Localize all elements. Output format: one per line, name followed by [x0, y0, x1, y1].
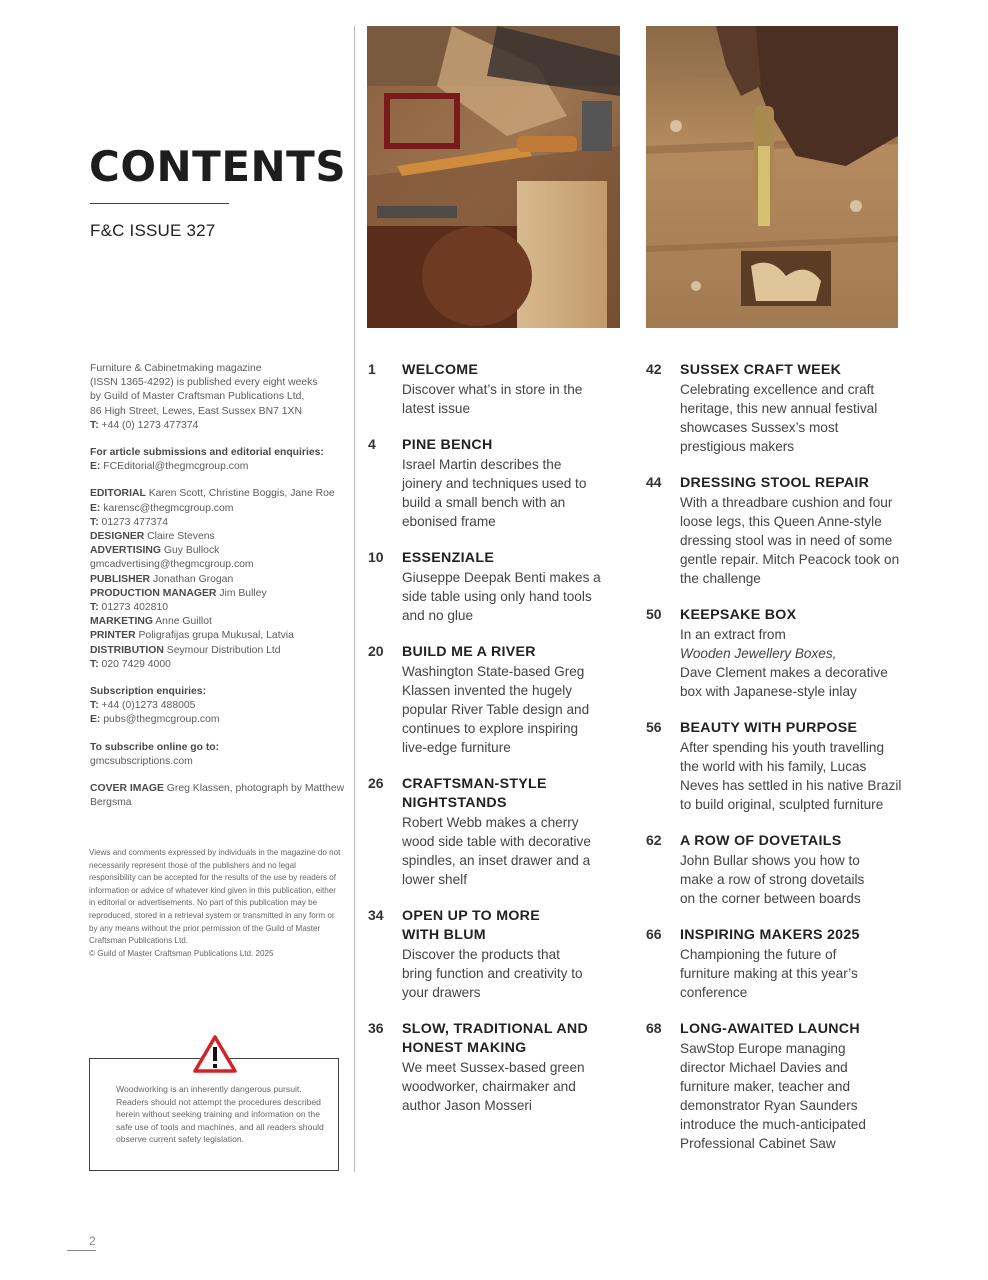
entry-description: After spending his youth travelling the world with his family, Lucas Neves has settled in his native Brazil to build original, sculpted furniture [680, 740, 902, 812]
entry-page: 34 [368, 907, 384, 923]
email-label: E: [90, 714, 101, 726]
entry-page: 62 [646, 832, 662, 848]
page-number: 2 [89, 1234, 96, 1248]
editorial-label: EDITORIAL [90, 488, 146, 500]
contents-entry[interactable] [646, 606, 906, 701]
entry-page: 44 [646, 474, 662, 490]
contents-entry[interactable] [646, 719, 906, 814]
email-label: E: [90, 461, 101, 473]
phone-label: T: [90, 516, 99, 528]
entry-description: SawStop Europe managing director Michael Davies and furniture maker, teacher and demonstrator Ryan Saunders introduce the much-anticipated Professional Cabinet Saw [680, 1041, 866, 1151]
title-underline [90, 203, 229, 204]
entry-page: 68 [646, 1020, 662, 1036]
subscription-heading: Subscription enquiries: [90, 686, 207, 698]
entry-page: 4 [368, 436, 376, 452]
entry-title: LONG-AWAITED LAUNCH [680, 1021, 860, 1037]
page-number-rule [67, 1250, 96, 1251]
contents-entry[interactable] [368, 436, 608, 531]
entry-title: PINE BENCH [402, 437, 493, 453]
entry-description: With a threadbare cushion and four loose legs, this Queen Anne-style dressing stool was in need of some gentle repair. Mitch Peacock took on the challenge [680, 495, 900, 586]
entry-desc-pre: In an extract from [680, 627, 786, 642]
contents-entry[interactable] [368, 775, 608, 889]
entry-description: Robert Webb makes a cherry wood side table with decorative spindles, an inset drawer and a lower shelf [402, 815, 591, 887]
designer-name: Claire Stevens [147, 531, 215, 543]
publisher-name: Jonathan Grogan [152, 573, 234, 585]
entry-description: Giuseppe Deepak Benti makes a side table using only hand tools and no glue [402, 570, 601, 623]
distribution-label: DISTRIBUTION [90, 644, 164, 656]
production-phone: 01273 402810 [101, 602, 169, 614]
entry-title: BUILD ME A RIVER [402, 644, 536, 660]
editorial-email: karensc@thegmcgroup.com [103, 502, 234, 514]
entry-page: 20 [368, 643, 384, 659]
production-name: Jim Bulley [219, 587, 267, 599]
marketing-name: Anne Guillot [155, 616, 212, 628]
entry-desc-post: Dave Clement makes a decorative box with Japanese-style inlay [680, 665, 888, 699]
printer-name: Poligrafijas grupa Mukusal, Latvia [138, 630, 294, 642]
subscription-phone: +44 (0)1273 488005 [101, 700, 196, 712]
production-label: PRODUCTION MANAGER [90, 587, 217, 599]
contents-column-right [646, 361, 906, 1171]
marketing-label: MARKETING [90, 616, 153, 628]
publisher-line: Furniture & Cabinetmaking magazine [90, 363, 262, 374]
contents-entry[interactable] [646, 832, 906, 908]
entry-title: WELCOME [402, 362, 479, 378]
contents-entry[interactable] [368, 549, 608, 625]
entry-title: DRESSING STOOL REPAIR [680, 475, 870, 491]
entry-page: 26 [368, 775, 384, 791]
entry-page: 36 [368, 1020, 384, 1036]
entry-description: Discover what’s in store in the latest issue [402, 382, 583, 416]
disclaimer-text: Views and comments expressed by individuals in the magazine do not necessarily represent those of the publishers and no legal responsibility can be accepted for the results of the use by readers of information or advice of whatever kind given in this publication, either in editorial or advertisements. No part of this publication may be reproduced, stored in a retrieval system or transmitted in any form or by any means without the prior permission of the Guild of Master Craftsman Publications Ltd. [89, 848, 341, 946]
contents-entry[interactable] [646, 361, 906, 456]
warning-triangle-icon [192, 1034, 238, 1074]
safety-warning-box [89, 1058, 339, 1171]
email-label: E: [90, 502, 101, 514]
advertising-email: gmcadvertising@thegmcgroup.com [90, 559, 254, 571]
entry-page: 66 [646, 926, 662, 942]
cover-label: COVER IMAGE [90, 783, 164, 795]
subscription-email: pubs@thegmcgroup.com [103, 714, 220, 726]
issue-label: F&C ISSUE 327 [90, 221, 216, 240]
entry-page: 10 [368, 549, 384, 565]
entry-page: 1 [368, 361, 376, 377]
entry-description: Israel Martin describes the joinery and techniques used to build a small bench with an ebonised frame [402, 457, 587, 529]
entry-title: CRAFTSMAN-STYLE NIGHTSTANDS [402, 776, 547, 811]
entry-title: OPEN UP TO MORE WITH BLUM [402, 908, 540, 943]
entry-title: SLOW, TRADITIONAL AND HONEST MAKING [402, 1021, 588, 1056]
advertising-label: ADVERTISING [90, 545, 162, 557]
entry-title: INSPIRING MAKERS 2025 [680, 927, 860, 943]
book-title: Wooden Jewellery Boxes, [680, 646, 837, 661]
workbench-tools-photo [367, 26, 620, 328]
contents-entry[interactable] [646, 926, 906, 1002]
cover-credit: Greg Klassen, photograph by Matthew Bergsma [90, 783, 345, 809]
printer-label: PRINTER [90, 630, 136, 642]
article-heading: For article submissions and editorial enquiries: [90, 447, 324, 459]
contents-entry[interactable] [646, 1020, 906, 1153]
page-title: CONTENTS [89, 142, 347, 191]
entry-description: Discover the products that bring function and creativity to your drawers [402, 947, 583, 1000]
editorial-names: Karen Scott, Christine Boggis, Jane Roe [148, 488, 335, 500]
entry-page: 42 [646, 361, 662, 377]
publisher-line: by Guild of Master Craftsman Publications Ltd, [90, 391, 305, 403]
online-heading: To subscribe online go to: [90, 741, 220, 753]
entry-page: 50 [646, 606, 662, 622]
editorial-phone: 01273 477374 [101, 516, 169, 528]
publisher-line: 86 High Street, Lewes, East Sussex BN7 1XN [90, 405, 302, 417]
entry-description [680, 625, 902, 701]
copyright: © Guild of Master Craftsman Publications Ltd. 2025 [89, 948, 274, 958]
phone-label: T: [90, 658, 99, 670]
phone-label: T: [90, 419, 99, 431]
publisher-label: PUBLISHER [90, 573, 151, 585]
designer-label: DESIGNER [90, 531, 145, 543]
safety-warning-text: Woodworking is an inherently dangerous pursuit. Readers should not attempt the procedures described herein without seeking training and information on the safe use of tools and machines, and all readers should observe current safety legislation. [116, 1084, 324, 1145]
online-url: gmcsubscriptions.com [90, 755, 193, 767]
chiselling-photo [646, 26, 898, 328]
article-email: FCEditorial@thegmcgroup.com [103, 461, 249, 473]
entry-title: A ROW OF DOVETAILS [680, 833, 842, 849]
contents-entry[interactable] [368, 361, 608, 418]
distribution-phone: 020 7429 4000 [101, 658, 171, 670]
entry-description: Washington State-based Greg Klassen invented the hugely popular River Table design and continues to explore inspiring live-edge furniture [402, 664, 590, 755]
contents-entry[interactable] [646, 474, 906, 588]
contents-entry[interactable] [368, 907, 608, 1002]
entry-description: John Bullar shows you how to make a row of strong dovetails on the corner between boards [680, 853, 865, 906]
contents-column-left [368, 361, 608, 1133]
contents-entry[interactable] [368, 1020, 608, 1115]
advertising-name: Guy Bullock [163, 545, 220, 557]
entry-page: 56 [646, 719, 662, 735]
disclaimer [89, 847, 344, 960]
entry-title: BEAUTY WITH PURPOSE [680, 720, 858, 736]
column-divider [354, 26, 355, 1172]
entry-description: Championing the future of furniture making at this year’s conference [680, 947, 858, 1000]
imprint-block [90, 362, 345, 823]
entry-description: Celebrating excellence and craft heritage, this new annual festival showcases Sussex’s most prestigious makers [680, 382, 878, 454]
contents-entry[interactable] [368, 643, 608, 757]
entry-title: ESSENZIALE [402, 550, 495, 566]
entry-title: KEEPSAKE BOX [680, 607, 797, 623]
publisher-phone: +44 (0) 1273 477374 [101, 419, 199, 431]
entry-description: We meet Sussex-based green woodworker, chairmaker and author Jason Mosseri [402, 1060, 585, 1113]
phone-label: T: [90, 700, 99, 712]
publisher-line: (ISSN 1365-4292) is published every eight weeks [90, 377, 318, 389]
entry-title: SUSSEX CRAFT WEEK [680, 362, 842, 378]
distribution-name: Seymour Distribution Ltd [166, 644, 281, 656]
phone-label: T: [90, 602, 99, 614]
